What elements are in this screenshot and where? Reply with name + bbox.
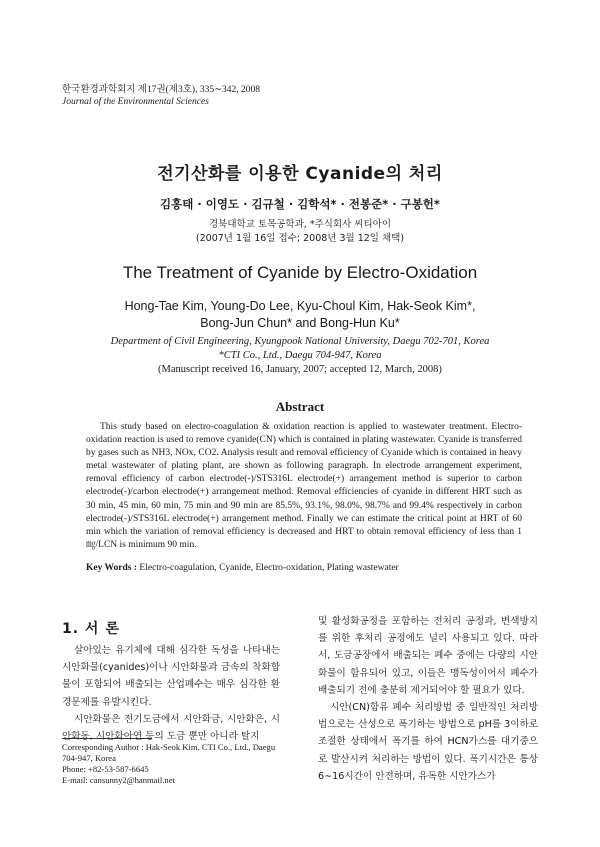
affiliation-en-line1: Department of Civil Engineering, Kyungpook National University, Daegu 702-701, Korea (110, 336, 490, 347)
authors-en-line2: Bong-Jun Chun* and Bong-Hun Ku* (200, 316, 400, 330)
journal-name-en: Journal of the Environmental Sciences (62, 97, 209, 107)
title-english: The Treatment of Cyanide by Electro-Oxidation (122, 263, 478, 282)
footnote-author: Corresponding Author : Hak-Seok Kim, CTI Co., Ltd., Daegu 704-947, Korea (62, 742, 276, 763)
received-en-line: (Manuscript received 16, January, 2007; accepted 12, March, 2008) (158, 364, 442, 375)
authors-korean: 김홍태 · 이영도 · 김규철 · 김학석* · 전봉준* · 구봉헌* (160, 197, 440, 211)
abstract-body: This study based on electro-coagulation & oxidation reaction is applied to wastewater treatment. Electro-oxidation reaction is used to remove cyanide(CN) which is contained in plating wastewater. Cyanide is transferred by gases such as NH3, NOx, CO2. Analysis result and removal efficiency of Cyanide which is contained in heavy metal wastewater of plating plant, are shown as following paragraph. In electrode arrangement experiment, removal efficiency of carbon electrode(-)/STS316L electrode(+) arrangement method is superior to carbon electrode(-)/carbon electrode(+) arrangement method. Removal efficiencies of cyanide in different HRT such as 30 min, 45 min, 60 min, 75 min and 90 min are 85.5%, 93.1%, 98.0%, 98.7% and 99.4% respectively in carbon electrode(-)/STS316L electrode(+) arrangement method. Finally we can estimate the critical point at HRT of 60 min which the variation of removal efficiency is decreased and HRT to obtain removal efficiency of less than 1 ㎎/LCN is minimum 90 min. (86, 422, 522, 550)
left-paragraph-2: 시안화물은 전기도금에서 시안화금, 시안화은, 시안화동, 시안화아연 등의 도금 뿐만 아니라 탈지 (62, 713, 280, 743)
abstract-heading: Abstract (275, 399, 325, 414)
affiliation-english (0, 335, 600, 377)
received-ko-line: (2007년 1월 16일 접수; 2008년 3월 12일 채택) (195, 233, 405, 244)
affiliation-en-line2: *CTI Co., Ltd., Daegu 704-947, Korea (218, 350, 382, 361)
keywords-label: Key Words : (86, 563, 140, 573)
authors-en-line1: Hong-Tae Kim, Young-Do Lee, Kyu-Choul Kim, Hak-Seok Kim*, (124, 299, 476, 313)
left-column (62, 642, 280, 745)
section-heading: 1. 서 론 (62, 621, 120, 637)
journal-citation: 한국환경과학회지 제17권(제3호), 335∼342, 2008 (62, 85, 261, 95)
right-paragraph-1: 및 활성화공정을 포함하는 전처리 공정과, 변색방지를 위한 후처리 공정에도 널리 사용되고 있다. 따라서, 도금공장에서 배출되는 폐수 중에는 다량의 시안화물이 함유되어 있고, 이들은 맹독성이어서 폐수가 배출되기 전에 충분히 제거되어야 할 필요가 있다. (318, 616, 538, 696)
footnote-divider (62, 738, 152, 739)
keywords-text: Electro-coagulation, Cyanide, Electro-oxidation, Plating wastewater (139, 563, 399, 573)
authors-english (0, 298, 600, 332)
right-column (318, 613, 538, 785)
left-paragraph-1: 살아있는 유기체에 대해 심각한 독성을 나타내는 시안화물(cyanides)이나 시안화물과 금속의 착화합물이 포함되어 배출되는 산업폐수는 매우 심각한 환경문제를 유발시킨다. (62, 645, 280, 708)
keywords (86, 563, 522, 573)
affiliation-ko-line: 경북대학교 토목공학과, *주식회사 씨티아이 (208, 219, 392, 230)
footnote (62, 742, 292, 786)
footnote-email: E-mail: cansunny2@hanmail.net (62, 775, 175, 785)
title-korean: 전기산화를 이용한 Cyanide의 처리 (157, 164, 443, 184)
affiliation-korean (0, 218, 600, 246)
footnote-phone: Phone: +82-53-587-6645 (62, 764, 149, 774)
journal-header (62, 84, 260, 108)
right-paragraph-2: 시안(CN)함유 폐수 처리방법 중 일반적인 처리방법으로는 산성으로 폭기하는 방법으로 pH를 3이하로 조절한 상태에서 폭기를 하여 HCN가스를 대기중으로 발산시켜 처리하는 방법이 있다. 폭기시간은 통상 6∼16시간이 안전하며, 유독한 시안가스가 (318, 702, 539, 782)
